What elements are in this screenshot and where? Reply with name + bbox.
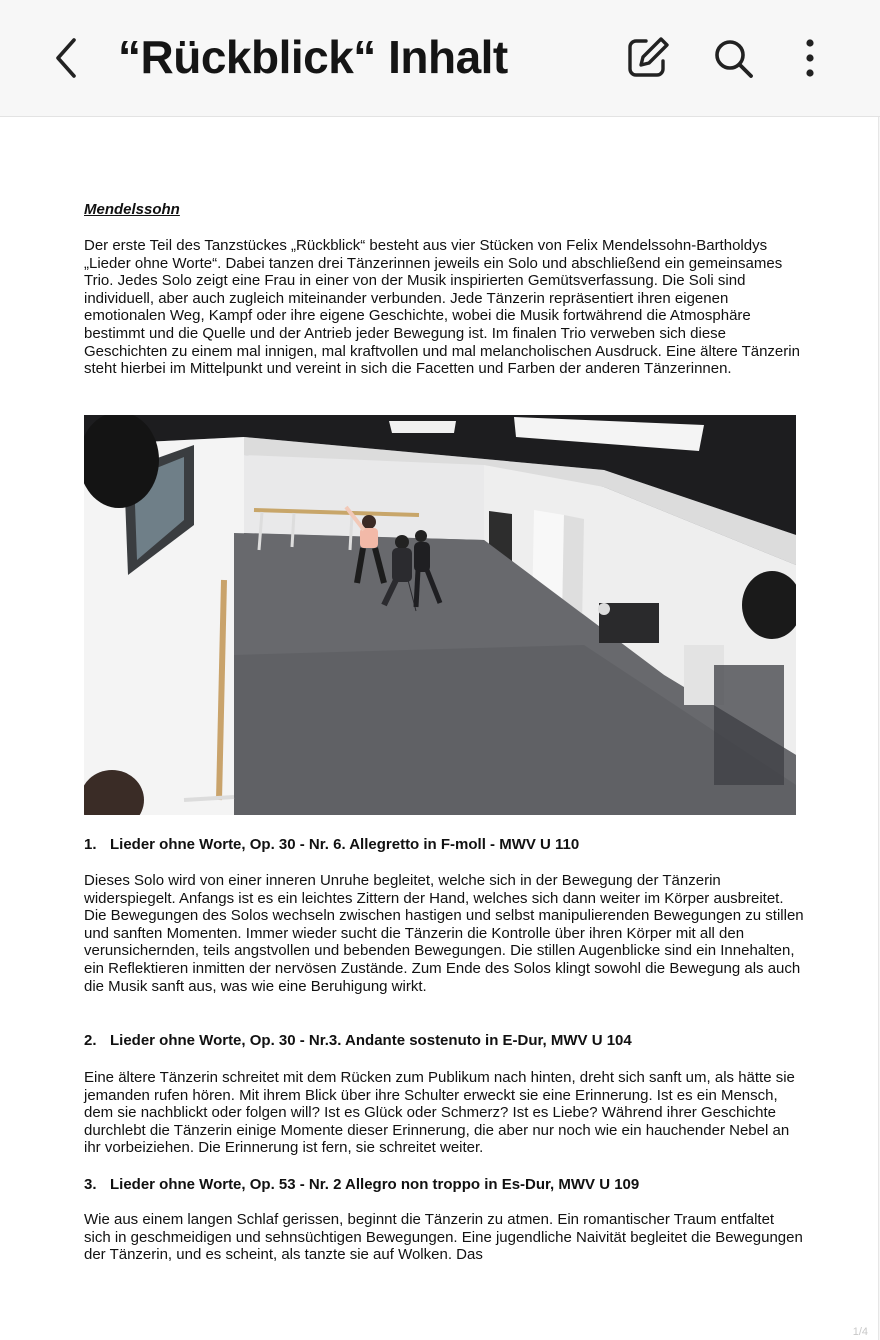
dance-studio-illustration <box>84 415 796 815</box>
section-heading-3 <box>84 1176 639 1193</box>
search-button[interactable] <box>709 34 757 82</box>
section-paragraph-1: Dieses Solo wird von einer inneren Unruhe begleitet, welche sich in der Bewegung der Tänzerin widerspiegelt. Anfangs ist es ein leichtes Zittern der Hand, welches sich dann weiter im Körper ausbreitet. Die Bewegungen des Solos wechseln zwischen hastigen und selbst manipulierenden Bewegungen zu stillen und sanften Momenten. Immer wieder sucht die Tänzerin die Kontrolle über ihren Körper mit all den verunsichernden, teils angstvollen und bebenden Bewegungen. Die stillen Augenblicke sind ein Innehalten, ein Reflektieren inmitten der nervösen Zustände. Zum Ende des Solos klingt sowohl die Bewegung als auch die Musik sanft aus, was wie eine Beruhigung wirkt. <box>84 872 804 995</box>
more-vertical-icon <box>786 34 834 82</box>
section-number-2: 2. <box>84 1032 97 1049</box>
section-number-3: 3. <box>84 1176 97 1193</box>
rehearsal-photo <box>84 415 796 815</box>
section-title-3: Lieder ohne Worte, Op. 53 - Nr. 2 Allegro non troppo in Es-Dur, MWV U 109 <box>110 1176 640 1193</box>
search-icon <box>709 34 757 82</box>
section-heading-2 <box>84 1032 632 1049</box>
composer-heading: Mendelssohn <box>84 201 180 218</box>
section-number-1: 1. <box>84 836 97 853</box>
edit-icon <box>624 34 672 82</box>
edit-button[interactable] <box>624 34 672 82</box>
section-heading-1 <box>84 836 579 853</box>
section-paragraph-3: Wie aus einem langen Schlaf gerissen, beginnt die Tänzerin zu atmen. Ein romantischer Traum entfaltet sich in geschmeidigen und sehnsüchtigen Bewegungen. Eine jugendliche Naivität begleitet die Bewegungen der Tänzerin, und es scheint, als tanzte sie auf Wolken. Das <box>84 1211 803 1264</box>
page-indicator: 1/4 <box>852 1326 868 1338</box>
section-title-2: Lieder ohne Worte, Op. 30 - Nr.3. Andante sostenuto in E-Dur, MWV U 104 <box>110 1032 632 1049</box>
app-bar <box>0 0 880 117</box>
document-page[interactable] <box>0 117 879 1340</box>
more-options-button[interactable] <box>786 34 834 82</box>
chevron-left-icon <box>48 34 88 82</box>
section-paragraph-2: Eine ältere Tänzerin schreitet mit dem Rücken zum Publikum nach hinten, dreht sich sanft um, als hätte sie jemanden rufen hören. Mit ihrem Blick über ihre Schulter erweckt sie eine Erinnerung. Ist es ein Mensch, dem sie nachblickt oder folgen will? Ist es Glück oder Schmerz? Ist es Liebe? Während ihrer Geschichte durchlebt die Tänzerin einige Momente dieser Erinnerung, die aber nur noch wie ein hauchender Nebel an ihr vorbeiziehen. Die Erinnerung ist fern, sie schreitet weiter. <box>84 1069 795 1157</box>
back-button[interactable] <box>48 34 88 82</box>
page-title: “Rückblick“ Inhalt <box>118 31 508 83</box>
section-title-1: Lieder ohne Worte, Op. 30 - Nr. 6. Allegretto in F-moll - MWV U 110 <box>110 836 580 853</box>
intro-paragraph: Der erste Teil des Tanzstückes „Rückblick“ besteht aus vier Stücken von Felix Mendelssohn-Bartholdys „Lieder ohne Worte“. Dabei tanzen drei Tänzerinnen jeweils ein Solo und abschließend ein gemeinsames Trio. Jedes Solo zeigt eine Frau in einer von der Musik inspirierten Gemütsverfassung. Die Soli sind individuell, aber auch zugleich miteinander verbunden. Jede Tänzerin repräsentiert ihren eigenen emotionalen Weg, Kampf oder ihre eigene Geschichte, wobei die Musik fortwährend die Atmosphäre bestimmt und die Quelle und der Antrieb jeder Bewegung ist. Im finalen Trio verweben sich diese Geschichten zu einem mal innigen, mal kraftvollen und mal melancholischen Ausdruck. Eine ältere Tänzerin steht hierbei im Mittelpunkt und vereint in sich die Facetten und Farben der anderen Tänzerinnen. <box>84 237 800 378</box>
